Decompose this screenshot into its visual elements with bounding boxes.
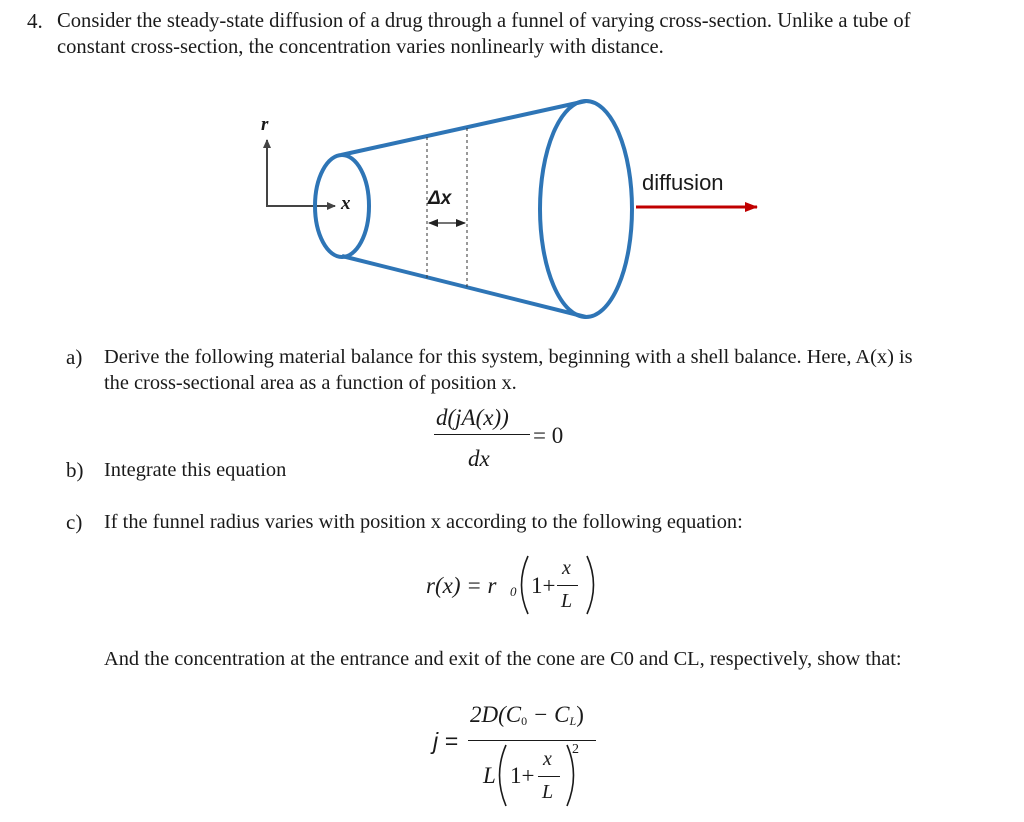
intro-line-1: Consider the steady-state diffusion of a drug through a funnel of varying cross-section. Unlike a tube of (57, 10, 911, 32)
eq3-den-frac-num: x (543, 748, 552, 770)
part-c-text-2: And the concentration at the entrance and exit of the cone are C0 and CL, respectively, show that: (104, 648, 902, 670)
eq3-num-end: ) (576, 702, 584, 727)
eq2-frac-num: x (562, 557, 571, 579)
eq3-num-mid: − C (527, 702, 570, 727)
part-a-marker: a) (66, 345, 83, 369)
part-a-line-2: the cross-sectional area as a function of position x. (104, 372, 517, 394)
eq3-den-L: L (483, 763, 496, 788)
problem-number: 4. (27, 9, 43, 33)
part-b-text: Integrate this equation (104, 459, 287, 481)
eq3-num-sub0: 0 (521, 714, 528, 728)
eq1-rhs: = 0 (533, 423, 564, 448)
eq3-num-part1: 2D(C (470, 702, 522, 727)
eq3-den-frac-den: L (542, 781, 554, 803)
eq3-den-exponent: 2 (572, 742, 579, 757)
part-c-marker: c) (66, 510, 83, 534)
delta-x-label: Δx (428, 188, 452, 209)
part-a-line-1: Derive the following material balance for this system, beginning with a shell balance. Here, A(x) is (104, 346, 913, 368)
x-axis-label: x (341, 193, 351, 214)
eq3-lhs: j = (433, 728, 458, 754)
eq2-subscript: 0 (510, 584, 517, 599)
eq3-num-subL: L (569, 714, 577, 728)
eq3-den-one-plus: 1+ (510, 763, 535, 788)
part-c-text: If the funnel radius varies with position x according to the following equation: (104, 511, 743, 533)
r-axis-label: r (261, 114, 269, 135)
part-b-marker: b) (66, 458, 84, 482)
intro-line-2: constant cross-section, the concentration varies nonlinearly with distance. (57, 36, 664, 58)
eq1-numerator: d(jA(x)) (436, 405, 509, 430)
diffusion-label: diffusion (642, 170, 724, 195)
eq2-lhs: r(x) = r (426, 573, 497, 598)
eq2-frac-den: L (561, 590, 573, 612)
eq3-den-fraction-bar (538, 776, 560, 777)
eq2-one-plus: 1+ (531, 573, 556, 598)
eq1-denominator: dx (468, 446, 490, 471)
